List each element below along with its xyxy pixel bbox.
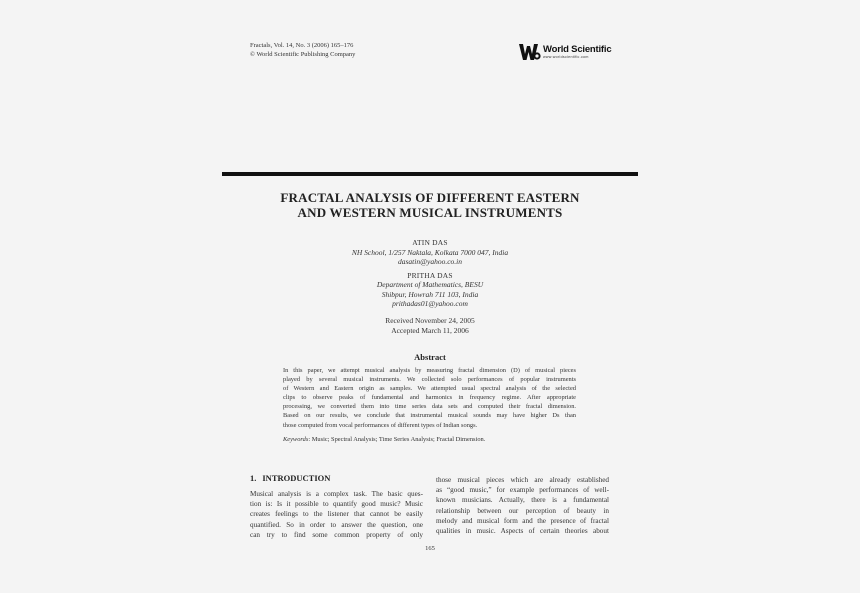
- keywords: [283, 435, 583, 444]
- body-line: creates feelings to the listener that cannot be easily: [250, 510, 423, 519]
- author-email: dasatin@yahoo.co.in: [398, 257, 462, 266]
- body-column-left: [250, 489, 423, 540]
- accepted-date: Accepted March 11, 2006: [391, 326, 469, 335]
- body-line: known musicians. Actually, there is a fundamental: [436, 496, 609, 505]
- author-affiliation: Shibpur, Howrah 711 103, India: [381, 289, 479, 299]
- section-title: INTRODUCTION: [262, 473, 331, 483]
- journal-info: [250, 41, 355, 59]
- body-line: qualities in music. Aspects of certain theories about: [436, 527, 609, 536]
- received-date: Received November 24, 2005: [385, 316, 475, 325]
- body-column-right: [436, 475, 609, 536]
- author-affiliation: NH School, 1/257 Naktala, Kolkata 7000 047, India: [351, 247, 509, 257]
- body-line: melody and musical form and the presence of fractal: [436, 516, 609, 525]
- paper-title: [222, 190, 638, 220]
- author-block: [222, 238, 638, 309]
- publisher-logo: [519, 42, 611, 62]
- abstract-heading: Abstract: [414, 352, 446, 362]
- abstract-line: those computed from vocal performances of different types of Indian songs.: [283, 421, 478, 429]
- abstract-line: In this paper, we attempt musical analysis by measuring fractal dimension (D) of musical pieces: [283, 367, 576, 374]
- body-line: those musical pieces which are already established: [436, 476, 609, 484]
- author-name: ATIN DAS: [412, 238, 448, 247]
- section-heading: [250, 473, 330, 483]
- publisher-name: World Scientific: [543, 43, 612, 55]
- ws-logo-icon: [519, 42, 541, 62]
- title-line-2: AND WESTERN MUSICAL INSTRUMENTS: [297, 205, 563, 220]
- abstract-line: clips to observe peaks of fundamental and harmonics in frequency regime. After appropriate: [283, 394, 576, 402]
- author-affiliation: Department of Mathematics, BESU: [376, 280, 484, 289]
- title-line-1: FRACTAL ANALYSIS OF DIFFERENT EASTERN: [280, 190, 580, 205]
- abstract-line: played by several musical instruments. We collected solo performances of popular instruments: [283, 376, 576, 384]
- abstract-line: processing, we converted them into time series data sets and computed their fractal dimension.: [283, 403, 576, 411]
- journal-citation: Fractals, Vol. 14, No. 3 (2006) 165–176: [250, 42, 354, 49]
- body-line: as “good music,” for example performances of well-: [436, 486, 609, 495]
- body-line: relationship between our perception of beauty in: [436, 506, 609, 515]
- dates-block: [222, 316, 638, 336]
- title-rule: [222, 172, 638, 176]
- body-line: quantified. So in order to answer the question, one: [250, 520, 423, 529]
- abstract-line: Based on our results, we conclude that instrumental musical sounds may have higher Ds than: [283, 412, 576, 420]
- body-line: tion is: Is it possible to quantify good music? Music: [250, 500, 423, 509]
- author-email: prithadas01@yahoo.com: [392, 299, 468, 308]
- page-number: 165: [425, 545, 435, 552]
- section-number: 1.: [250, 473, 257, 483]
- body-line: Musical analysis is a complex task. The basic ques-: [250, 490, 423, 498]
- body-line: can try to find some common property of only: [250, 530, 423, 539]
- publisher-tagline: www.worldscientific.com: [543, 54, 589, 59]
- keywords-label: Keywords: [283, 436, 309, 443]
- keywords-text: : Music; Spectral Analysis; Time Series Analysis; Fractal Dimension.: [308, 436, 486, 443]
- journal-copyright: © World Scientific Publishing Company: [250, 51, 356, 58]
- abstract-text: [283, 366, 576, 430]
- abstract-line: of Western and Eastern origin as samples. We attempted usual spectral analysis of the selected: [283, 385, 576, 393]
- author-name: PRITHA DAS: [407, 270, 453, 280]
